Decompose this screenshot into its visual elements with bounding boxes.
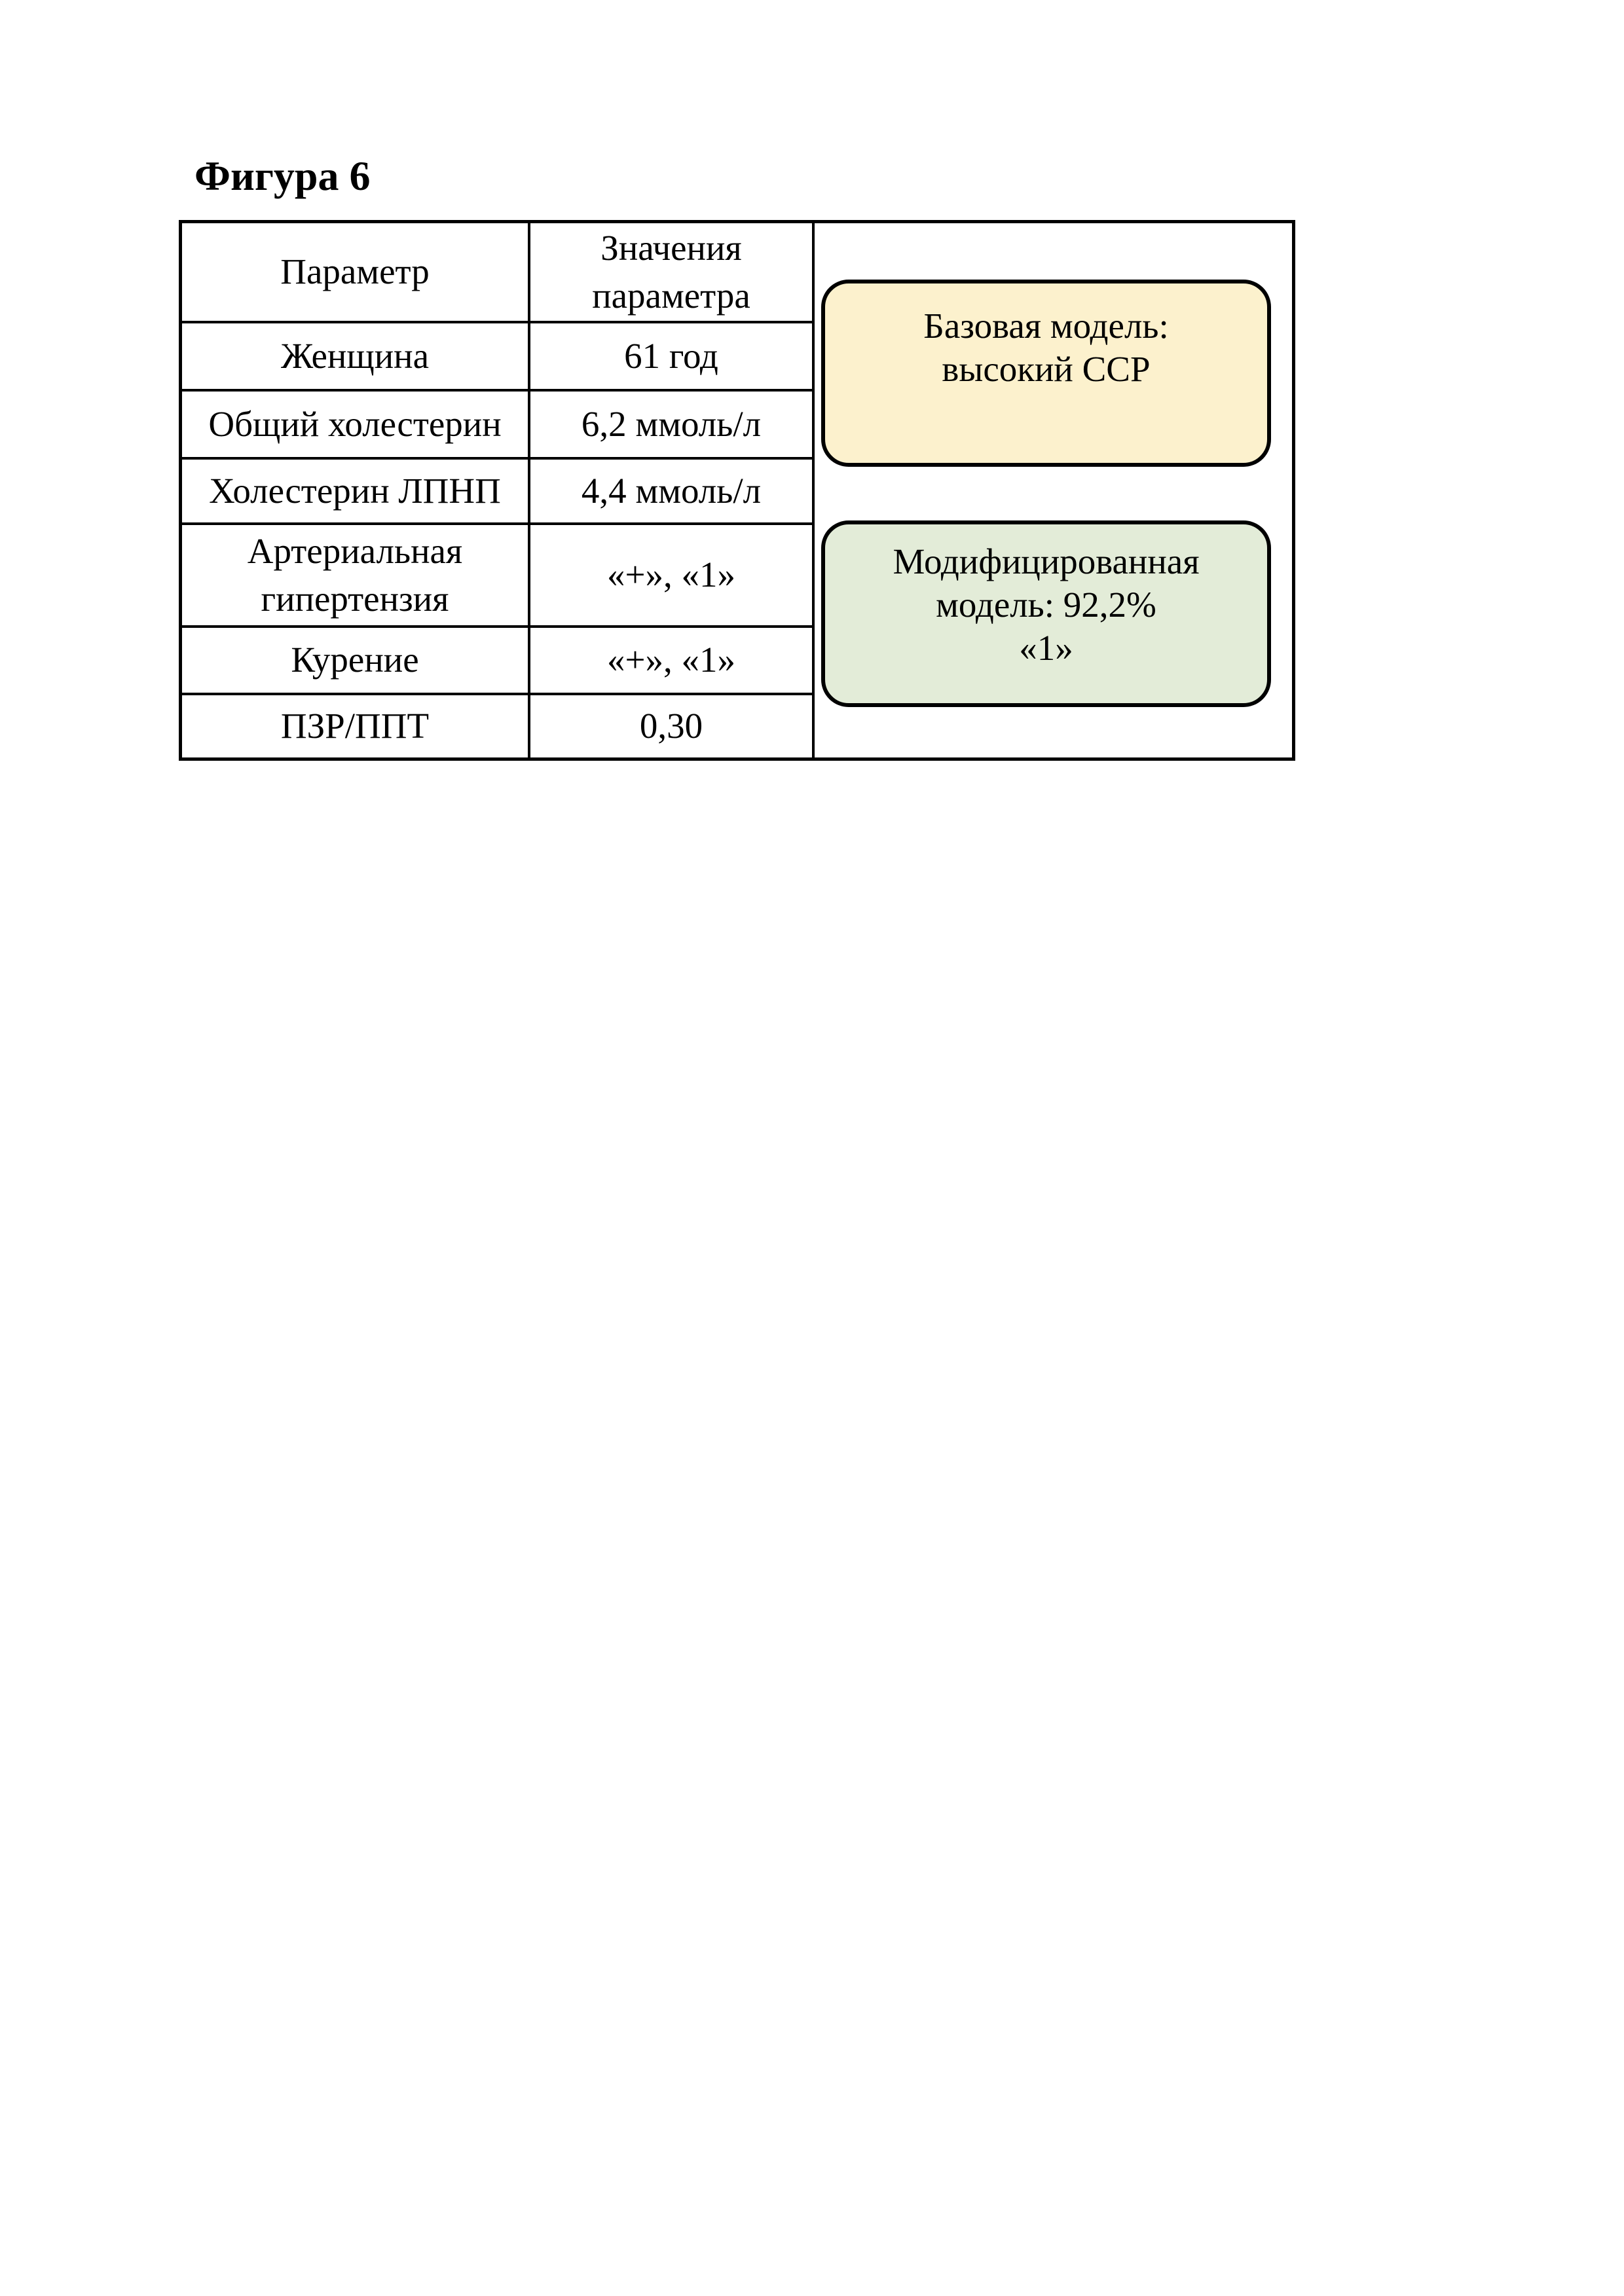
modified-model-text-line3: «1» [1019,628,1073,668]
value-label: 61 год [624,335,718,376]
header-cell-parameter [182,223,529,322]
value-label: «+», «1» [606,640,736,680]
param-cell-pzr-ppt [182,694,529,757]
param-cell-hypertension [182,524,529,627]
header-cell-values [529,223,813,322]
base-model-text-line1: Базовая модель: [923,306,1169,346]
value-cell-hypertension [529,524,813,627]
figure-title: Фигура 6 [194,153,371,199]
annotations-pane [813,223,1292,757]
value-cell-age [529,322,813,390]
table-row [182,627,813,694]
table-row [182,458,813,524]
parameters-table [182,223,815,757]
param-cell-sex [182,322,529,390]
value-label: 4,4 ммоль/л [581,470,762,511]
header-parameter-label: Параметр [280,251,430,292]
value-cell-smoking [529,627,813,694]
value-cell-ldl-cholesterol [529,458,813,524]
param-label: Артериальная гипертензия [247,530,463,619]
param-cell-ldl-cholesterol [182,458,529,524]
modified-model-text-line1: Модифицированная [893,541,1200,581]
table-row [182,524,813,627]
param-label: Холестерин ЛПНП [209,470,501,511]
base-model-text-line2: высокий ССР [942,349,1151,389]
table-row [182,322,813,390]
param-label: Общий холестерин [208,403,502,444]
value-label: «+», «1» [606,555,736,595]
param-label: Курение [291,640,419,680]
header-values-label: Значения параметра [592,227,750,316]
value-cell-pzr-ppt [529,694,813,757]
value-cell-total-cholesterol [529,390,813,458]
modified-model-text-line2: модель: 92,2% [936,585,1156,625]
table-row [182,694,813,757]
figure-6-diagram [179,220,1295,761]
param-label: Женщина [281,335,429,376]
table-header-row [182,223,813,322]
modified-model-callout [821,520,1271,707]
value-label: 6,2 ммоль/л [581,403,762,444]
base-model-callout [821,280,1271,467]
value-label: 0,30 [639,706,703,746]
param-cell-total-cholesterol [182,390,529,458]
table-row [182,390,813,458]
param-label: ПЗР/ППТ [280,706,430,746]
param-cell-smoking [182,627,529,694]
